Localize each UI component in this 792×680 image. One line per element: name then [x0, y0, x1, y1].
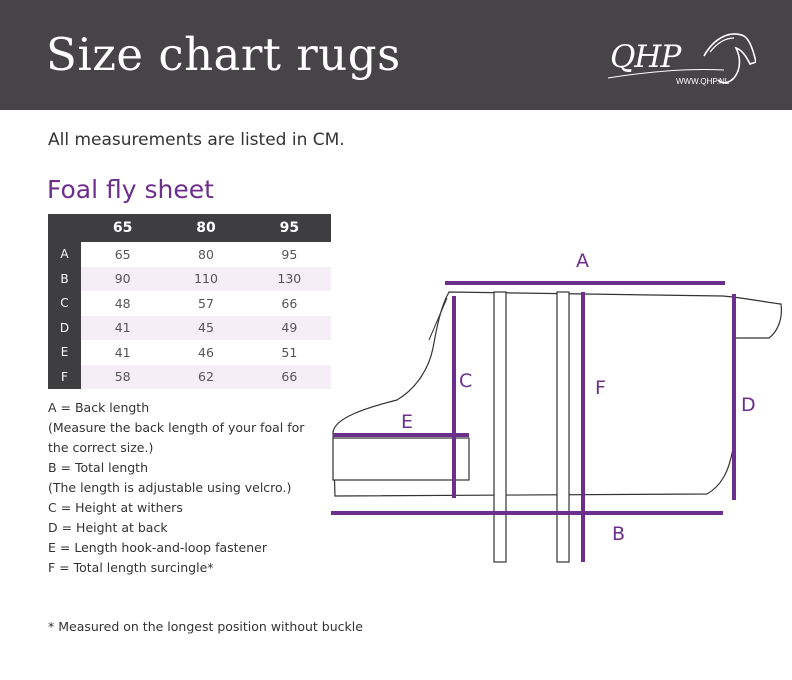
table-cell: 110 [164, 267, 247, 292]
legend-line: C = Height at withers [48, 500, 183, 515]
section-title: Foal fly sheet [47, 175, 214, 204]
table-row [48, 316, 331, 341]
header-banner [0, 0, 792, 110]
table-cell: 48 [114, 295, 131, 311]
fly-sheet-diagram [325, 240, 785, 570]
table-corner [48, 214, 81, 242]
row-label: C [48, 291, 81, 316]
legend-line: the correct size.) [48, 440, 154, 455]
table-cell: 80 [198, 246, 214, 262]
table-cell: 41 [81, 316, 164, 341]
column-header: 65 [81, 214, 164, 242]
legend-line: B = Total length [48, 460, 149, 475]
page-title: Size chart rugs [46, 28, 401, 81]
row-label: E [48, 340, 81, 365]
table-cell: 49 [248, 316, 331, 341]
table-cell: 65 [114, 246, 131, 262]
logo-url: WWW.QHP.NL [676, 77, 730, 86]
table-cell: 95 [281, 246, 298, 262]
table-cell: 46 [198, 344, 214, 360]
legend-line: (Measure the back length of your foal for [48, 420, 305, 435]
table-header-row [48, 214, 331, 242]
logo-text: QHP [610, 39, 681, 75]
table-cell: 57 [198, 295, 214, 311]
label-f: F [595, 377, 606, 399]
table-cell: 51 [281, 344, 298, 360]
label-e: E [401, 411, 414, 433]
table-cell: 58 [81, 365, 164, 390]
table-row [48, 291, 331, 316]
table-cell: 41 [114, 344, 131, 360]
label-b: B [612, 523, 626, 545]
surcingle-strap [494, 292, 506, 562]
row-label: A [48, 242, 81, 267]
table-cell: 90 [81, 267, 164, 292]
legend-line: F = Total length surcingle* [48, 560, 214, 575]
label-a: A [576, 250, 589, 272]
table-cell: 66 [248, 365, 331, 390]
intro-text: All measurements are listed in CM. [48, 130, 345, 150]
footnote: * Measured on the longest position without buckle [48, 619, 363, 634]
legend-line: D = Height at back [48, 520, 168, 535]
label-c: C [459, 370, 473, 392]
legend [48, 398, 338, 578]
table-cell: 130 [248, 267, 331, 292]
table-cell: 62 [164, 365, 247, 390]
size-table [48, 214, 331, 389]
table-row [48, 340, 331, 365]
table-cell: 66 [281, 295, 298, 311]
legend-line: E = Length hook-and-loop fastener [48, 540, 267, 555]
column-header: 95 [248, 214, 331, 242]
row-label: D [48, 316, 81, 341]
table-row [48, 242, 331, 267]
column-header: 80 [164, 214, 247, 242]
surcingle-strap [557, 292, 569, 562]
row-label: F [48, 365, 81, 390]
table-row [48, 267, 331, 292]
row-label: B [48, 267, 81, 292]
table-cell: 45 [164, 316, 247, 341]
label-d: D [741, 394, 756, 416]
table-row [48, 365, 331, 390]
legend-line: (The length is adjustable using velcro.) [48, 480, 292, 495]
velcro-fastener [333, 438, 469, 480]
legend-line: A = Back length [48, 400, 150, 415]
